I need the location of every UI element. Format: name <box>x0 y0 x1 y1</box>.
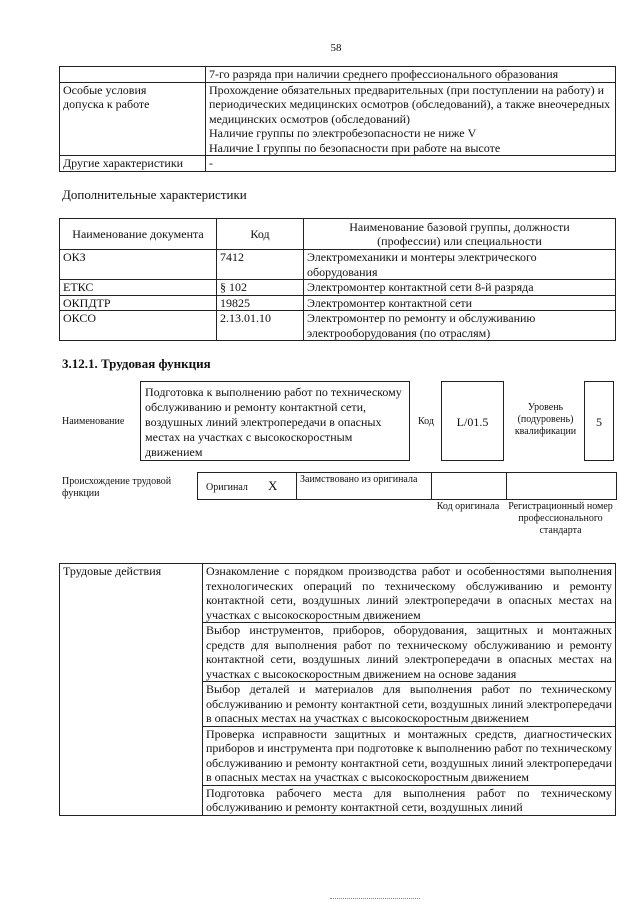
code-cell: 19825 <box>217 295 304 311</box>
column-header: Наименование документа <box>60 219 217 250</box>
action-item: Проверка исправности защитных и монтажных средств, диагностических приборов и инструмента при подготовке к выполнению работ по техническому обслуживанию и ремонту контактной сети, воздушных линий электропередачи в опасных местах на участках с высокоскоростным движением <box>203 726 616 785</box>
name-cell: Электромонтер контактной сети 8-й разряда <box>304 280 616 296</box>
level-label: Уровень (подуровень) квалификации <box>514 402 577 437</box>
code-cell: 2.13.01.10 <box>217 311 304 341</box>
table-row <box>60 295 616 311</box>
cond-value-line: Наличие группы по электробезопасности не ниже V <box>209 126 477 140</box>
level-value: 5 <box>596 415 602 429</box>
column-header <box>304 219 616 250</box>
level-box <box>584 381 614 461</box>
cond-value-line: Наличие I группы по безопасности при работе на высоте <box>209 140 501 155</box>
column-header-text: Наименование базовой группы, должности (профессии) или специальности <box>349 219 570 248</box>
code-value: L/01.5 <box>456 415 489 429</box>
borrowed-label: Заимствовано из оригинала <box>300 474 418 485</box>
action-item: Ознакомление с порядком производства работ и особенностями выполнения технологических операций по техническому обслуживанию и ремонту контактной сети, воздушных линий электропередачи в опасных местах на участках с высокоскоростным движением <box>203 564 616 623</box>
actions-table <box>59 563 616 816</box>
name-cell: Электромонтер контактной сети <box>304 295 616 311</box>
action-item: Подготовка рабочего места для выполнения работ по техническому обслуживанию и ремонту контактной сети, воздушных линий <box>203 785 616 815</box>
table-row <box>60 250 616 280</box>
additional-table <box>59 218 616 341</box>
action-item: Выбор деталей и материалов для выполнения работ по техническому обслуживанию и ремонту контактной сети, воздушных линий электропередачи в опасных местах на участках с высокоскоростным движением <box>203 682 616 727</box>
labor-function-title: 3.12.1. Трудовая функция <box>62 356 211 371</box>
doc-cell: ОКПДТР <box>60 295 217 311</box>
original-label: Оригинал <box>206 482 248 493</box>
name-label: Наименование <box>62 416 125 427</box>
table-row <box>60 156 616 172</box>
borrowed-cell <box>296 473 432 499</box>
doc-cell: ОКЗ <box>60 250 217 280</box>
cond-value-line: Прохождение обязательных предварительных (при поступлении на работу) и периодических медицинских осмотров (обследований), а также внеочередных медицинских осмотров (обследований) <box>209 82 611 126</box>
footer-divider <box>330 898 420 899</box>
name-text: Электромонтер по ремонту и обслуживанию электрооборудования (по отраслям) <box>307 311 536 340</box>
table-header-row <box>60 219 616 250</box>
doc-cell: ЕТКС <box>60 280 217 296</box>
code-original-cell <box>431 473 507 499</box>
code-cell: 7412 <box>217 250 304 280</box>
column-header: Код <box>217 219 304 250</box>
actions-label-cell: Трудовые действия <box>60 564 203 816</box>
conditions-table <box>59 66 616 172</box>
cond-label-text: Особые условия допуска к работе <box>63 82 150 111</box>
origin-label: Происхождение трудовой функции <box>62 476 172 499</box>
original-mark: X <box>268 478 278 493</box>
reg-number-label: Регистрационный номер профессионального стандарта <box>508 501 613 536</box>
origin-row <box>197 472 617 500</box>
code-box <box>441 381 504 461</box>
cond-value-cell: 7-го разряда при наличии среднего профессионального образования <box>206 67 616 83</box>
code-original-label: Код оригинала <box>436 501 500 512</box>
section-title: Дополнительные характеристики <box>62 187 247 202</box>
table-row <box>60 82 616 156</box>
cond-value-cell <box>206 82 616 156</box>
reg-number-cell <box>506 473 618 499</box>
cond-label-cell <box>60 67 206 83</box>
action-item: Выбор инструментов, приборов, оборудования, защитных и монтажных средств для выполнения работ по техническому обслуживанию и ремонту контактной сети, воздушных линий электропередачи в опасных местах на участках с высокоскоростным движением на основе задания <box>203 623 616 682</box>
table-row <box>60 67 616 83</box>
doc-cell: ОКСО <box>60 311 217 341</box>
table-row <box>60 564 616 623</box>
code-cell: § 102 <box>217 280 304 296</box>
name-text: Электромеханики и монтеры электрического оборудования <box>307 250 537 279</box>
cond-label-cell: Другие характеристики <box>60 156 206 172</box>
function-name-box <box>140 381 410 461</box>
name-cell <box>304 311 616 341</box>
original-cell <box>198 473 297 499</box>
cond-value-cell: - <box>206 156 616 172</box>
table-row <box>60 311 616 341</box>
table-row <box>60 280 616 296</box>
function-name-text: Подготовка к выполнению работ по техническому обслуживанию и ремонту контактной сети, воздушных линий электропередачи в опасных местах на участках с высокоскоростным движением <box>145 385 402 459</box>
page-number: 58 <box>330 42 342 54</box>
code-label: Код <box>418 416 434 427</box>
name-cell <box>304 250 616 280</box>
cond-label-cell <box>60 82 206 156</box>
